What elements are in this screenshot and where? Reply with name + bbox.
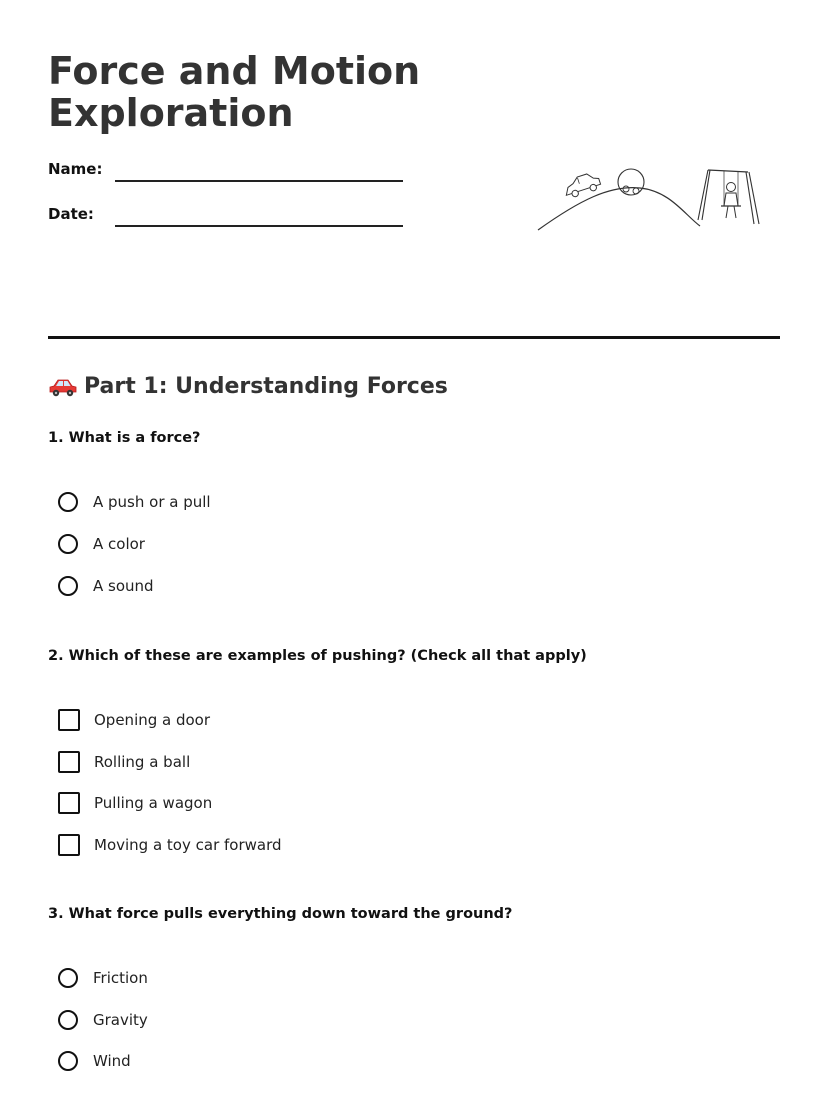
date-field[interactable]: [115, 225, 403, 227]
hill-line: [538, 188, 700, 230]
swing-set-drawing: [698, 170, 759, 224]
option-label: A sound: [93, 577, 154, 595]
checkbox[interactable]: [58, 792, 80, 814]
checkbox[interactable]: [58, 834, 80, 856]
checkbox[interactable]: [58, 709, 80, 731]
q1-option-1[interactable]: [58, 492, 211, 512]
q3-option-2[interactable]: [58, 1010, 148, 1030]
radio-button[interactable]: [58, 492, 78, 512]
option-label: Rolling a ball: [94, 753, 191, 771]
option-label: A push or a pull: [93, 493, 211, 511]
worksheet-title: [48, 50, 468, 134]
force-motion-illustration: [530, 160, 770, 240]
car-icon: [48, 376, 78, 398]
option-label: Moving a toy car forward: [94, 836, 282, 854]
radio-button[interactable]: [58, 968, 78, 988]
question-3: 3. What force pulls everything down toward the ground?: [48, 906, 513, 922]
q2-option-2[interactable]: [58, 751, 190, 773]
name-label: Name:: [48, 160, 103, 178]
radio-button[interactable]: [58, 1051, 78, 1071]
section-divider: [48, 336, 780, 339]
part1-heading: [48, 374, 448, 399]
date-label: Date:: [48, 205, 94, 223]
question-2: 2. Which of these are examples of pushing? (Check all that apply): [48, 648, 587, 664]
q2-option-1[interactable]: [58, 709, 210, 731]
checkbox[interactable]: [58, 751, 80, 773]
option-label: Wind: [93, 1052, 131, 1070]
name-field[interactable]: [115, 180, 403, 182]
option-label: Friction: [93, 969, 148, 987]
title-line-1: Force and Motion: [48, 49, 421, 93]
radio-button[interactable]: [58, 534, 78, 554]
title-line-2: Exploration: [48, 91, 294, 135]
option-label: Gravity: [93, 1011, 148, 1029]
part1-heading-text: Part 1: Understanding Forces: [84, 374, 448, 399]
q2-option-4[interactable]: [58, 834, 282, 856]
q1-option-2[interactable]: [58, 534, 145, 554]
q2-option-3[interactable]: [58, 792, 212, 814]
option-label: Pulling a wagon: [94, 794, 213, 812]
option-label: A color: [93, 535, 145, 553]
option-label: Opening a door: [94, 711, 211, 729]
radio-button[interactable]: [58, 1010, 78, 1030]
q3-option-3[interactable]: [58, 1051, 131, 1071]
ball-drawing: [618, 169, 644, 195]
question-1: 1. What is a force?: [48, 430, 201, 446]
q1-option-3[interactable]: [58, 576, 154, 596]
q3-option-1[interactable]: [58, 968, 148, 988]
radio-button[interactable]: [58, 576, 78, 596]
